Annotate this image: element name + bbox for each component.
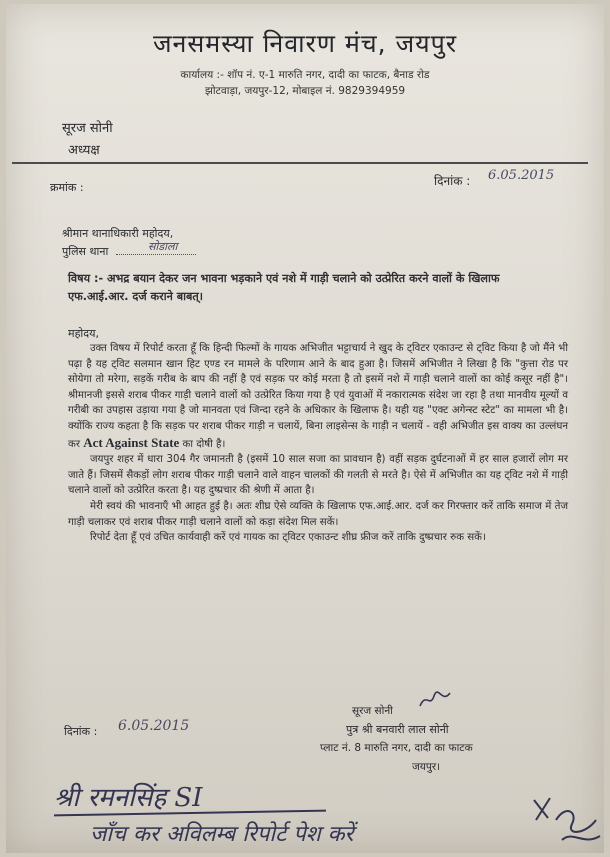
signatory-parentage: पुत्र श्री बनवारी लाल सोनी (346, 723, 449, 736)
org-title: जनसमस्या निवारण मंच, जयपुर (152, 29, 458, 58)
handwritten-date-bottom: 6.05.2015 (118, 718, 190, 734)
letterhead-address-line1: कार्यालय :- शॉप नं. ए-1 मारुति नगर, दादी का फाटक, बैनाड रोड (180, 69, 430, 81)
body-paragraph-4: रिपोर्ट देता हूँ एवं उचित कार्यवाही करें एवं गायक का ट्विटर एकाउन्ट शीघ्र फ्रीज करें ताकि दुष्प्रचार रुक सकें। (90, 532, 486, 544)
endorsement-instruction: जाँच कर अविलम्ब रिपोर्ट पेश करें (90, 822, 354, 847)
body-paragraph-1-text: उक्त विषय में रिपोर्ट करता हूँ कि हिन्दी फिल्मों के गायक अभिजीत भट्टाचार्य ने खुद के ट्विटर एकाउन्ट से ट्विट किया है जो मैंने भी पढ़ा है यह ट्विट सलमान खान हिट एण्ड रन मामले के परिणाम आने के बाद हुआ है। जिसमें अभिजीत ने लिखा है कि "कुत्ता रोड पर सोयेगा तो मरेगा, सड़कें गरीब के बाप की नहीं है एवं सड़क पर कोई मरता है तो इसमें नशे में गाड़ी चलाने वालों का कोई कसूर नहीं है"। श्रीमानजी इससे शराब पीकर गाड़ी चलाने वालों को उत्प्रेरित किया गया है एवं युवाओं में नकारात्मक संदेश जा रहा है तथा मानवीय मूल्यों व गरीबी का उपहास उड़ाया गया है जो मानवता एवं जिन्दा रहने के अधिकार के खिलाफ है। यही यह "एक्ट अगेन्स्ट स्टेट" का मामला भी है। क्योंकि राज्य कहता है कि सड़क पर शराब पीकर गाड़ी न चलायें, बिना लाइसेन्स के गाड़ी न चलायें - वही अभिजीत इस वाक्य का उल्लंघन कर (68, 343, 568, 450)
body-paragraph-1 (68, 341, 568, 452)
reference-number-label: क्रमांक : (50, 181, 84, 194)
police-station-label-text: पुलिस थाना (62, 245, 109, 258)
date-label-bottom: दिनांक : (64, 725, 98, 738)
endorsement-signature-mark (526, 790, 604, 853)
signature-scribble (418, 690, 452, 710)
letter-subject: विषय :- अभद्र बयान देकर जन भावना भड़काने एवं नशे में गाड़ी चलाने को उत्प्रेरित करने वालों के खिलाफ एफ.आई.आर. दर्ज कराने बाबत्। (68, 272, 500, 303)
body-paragraph-2: जयपुर शहर में धारा 304 गैर जमानती है (इसमें 10 साल सजा का प्रावधान है) वहीं सड़क दुर्घटनाओं में हर साल हजारों लोग मर जाते हैं। जिसमें सैकड़ों लोग शराब पीकर गाड़ी चलाने वाले वाहन चालकों की गलती से मरते है। ऐसे में अभिजीत का यह ट्विट नशे में गाड़ी चलाने वालों को उत्प्रेरित करता है। यह दुष्प्रचार की श्रेणी में आता है। (68, 454, 568, 497)
date-label-top: दिनांक : (434, 174, 471, 188)
letterhead-address-line2: झोटवाड़ा, जयपुर-12, मोबाइल नं. 9829394959 (204, 85, 406, 97)
endorsement-officer: श्री रमनसिंह SI (54, 783, 203, 813)
addressee-line: श्रीमान थानाधिकारी महोदय, (62, 227, 174, 240)
signatory-address-line1: प्लाट नं. 8 मारुति नगर, दादी का फाटक (320, 742, 473, 754)
police-station-blank (116, 254, 196, 255)
sender-title: अध्यक्ष (68, 143, 100, 158)
body-paragraph-1-end: का दोषी है। (182, 438, 226, 450)
handwritten-date-top: 6.05.2015 (488, 168, 555, 183)
salutation: महोदय, (68, 327, 99, 340)
act-against-state-phrase: Act Against State (83, 434, 180, 450)
letter-sheet (6, 4, 604, 853)
body-paragraph-3: मेरी स्वयं की भावनाएँ भी आहत हुई है। अतः शीघ्र ऐसे व्यक्ति के खिलाफ एफ.आई.आर. दर्ज कर गिरफ्तार करें ताकि समाज में तेज गाड़ी चलाकर एवं शराब पीकर गाड़ी चलाने वालों को कड़ा संदेश मिल सकें। (68, 500, 568, 528)
signatory-name: सूरज सोनी (352, 705, 393, 717)
header-divider (12, 162, 588, 164)
sender-name: सूरज सोनी (62, 121, 113, 136)
handwritten-police-station: सोडाला (148, 240, 178, 253)
signatory-address-line2: जयपुर। (412, 761, 441, 773)
letter-body (68, 341, 568, 546)
